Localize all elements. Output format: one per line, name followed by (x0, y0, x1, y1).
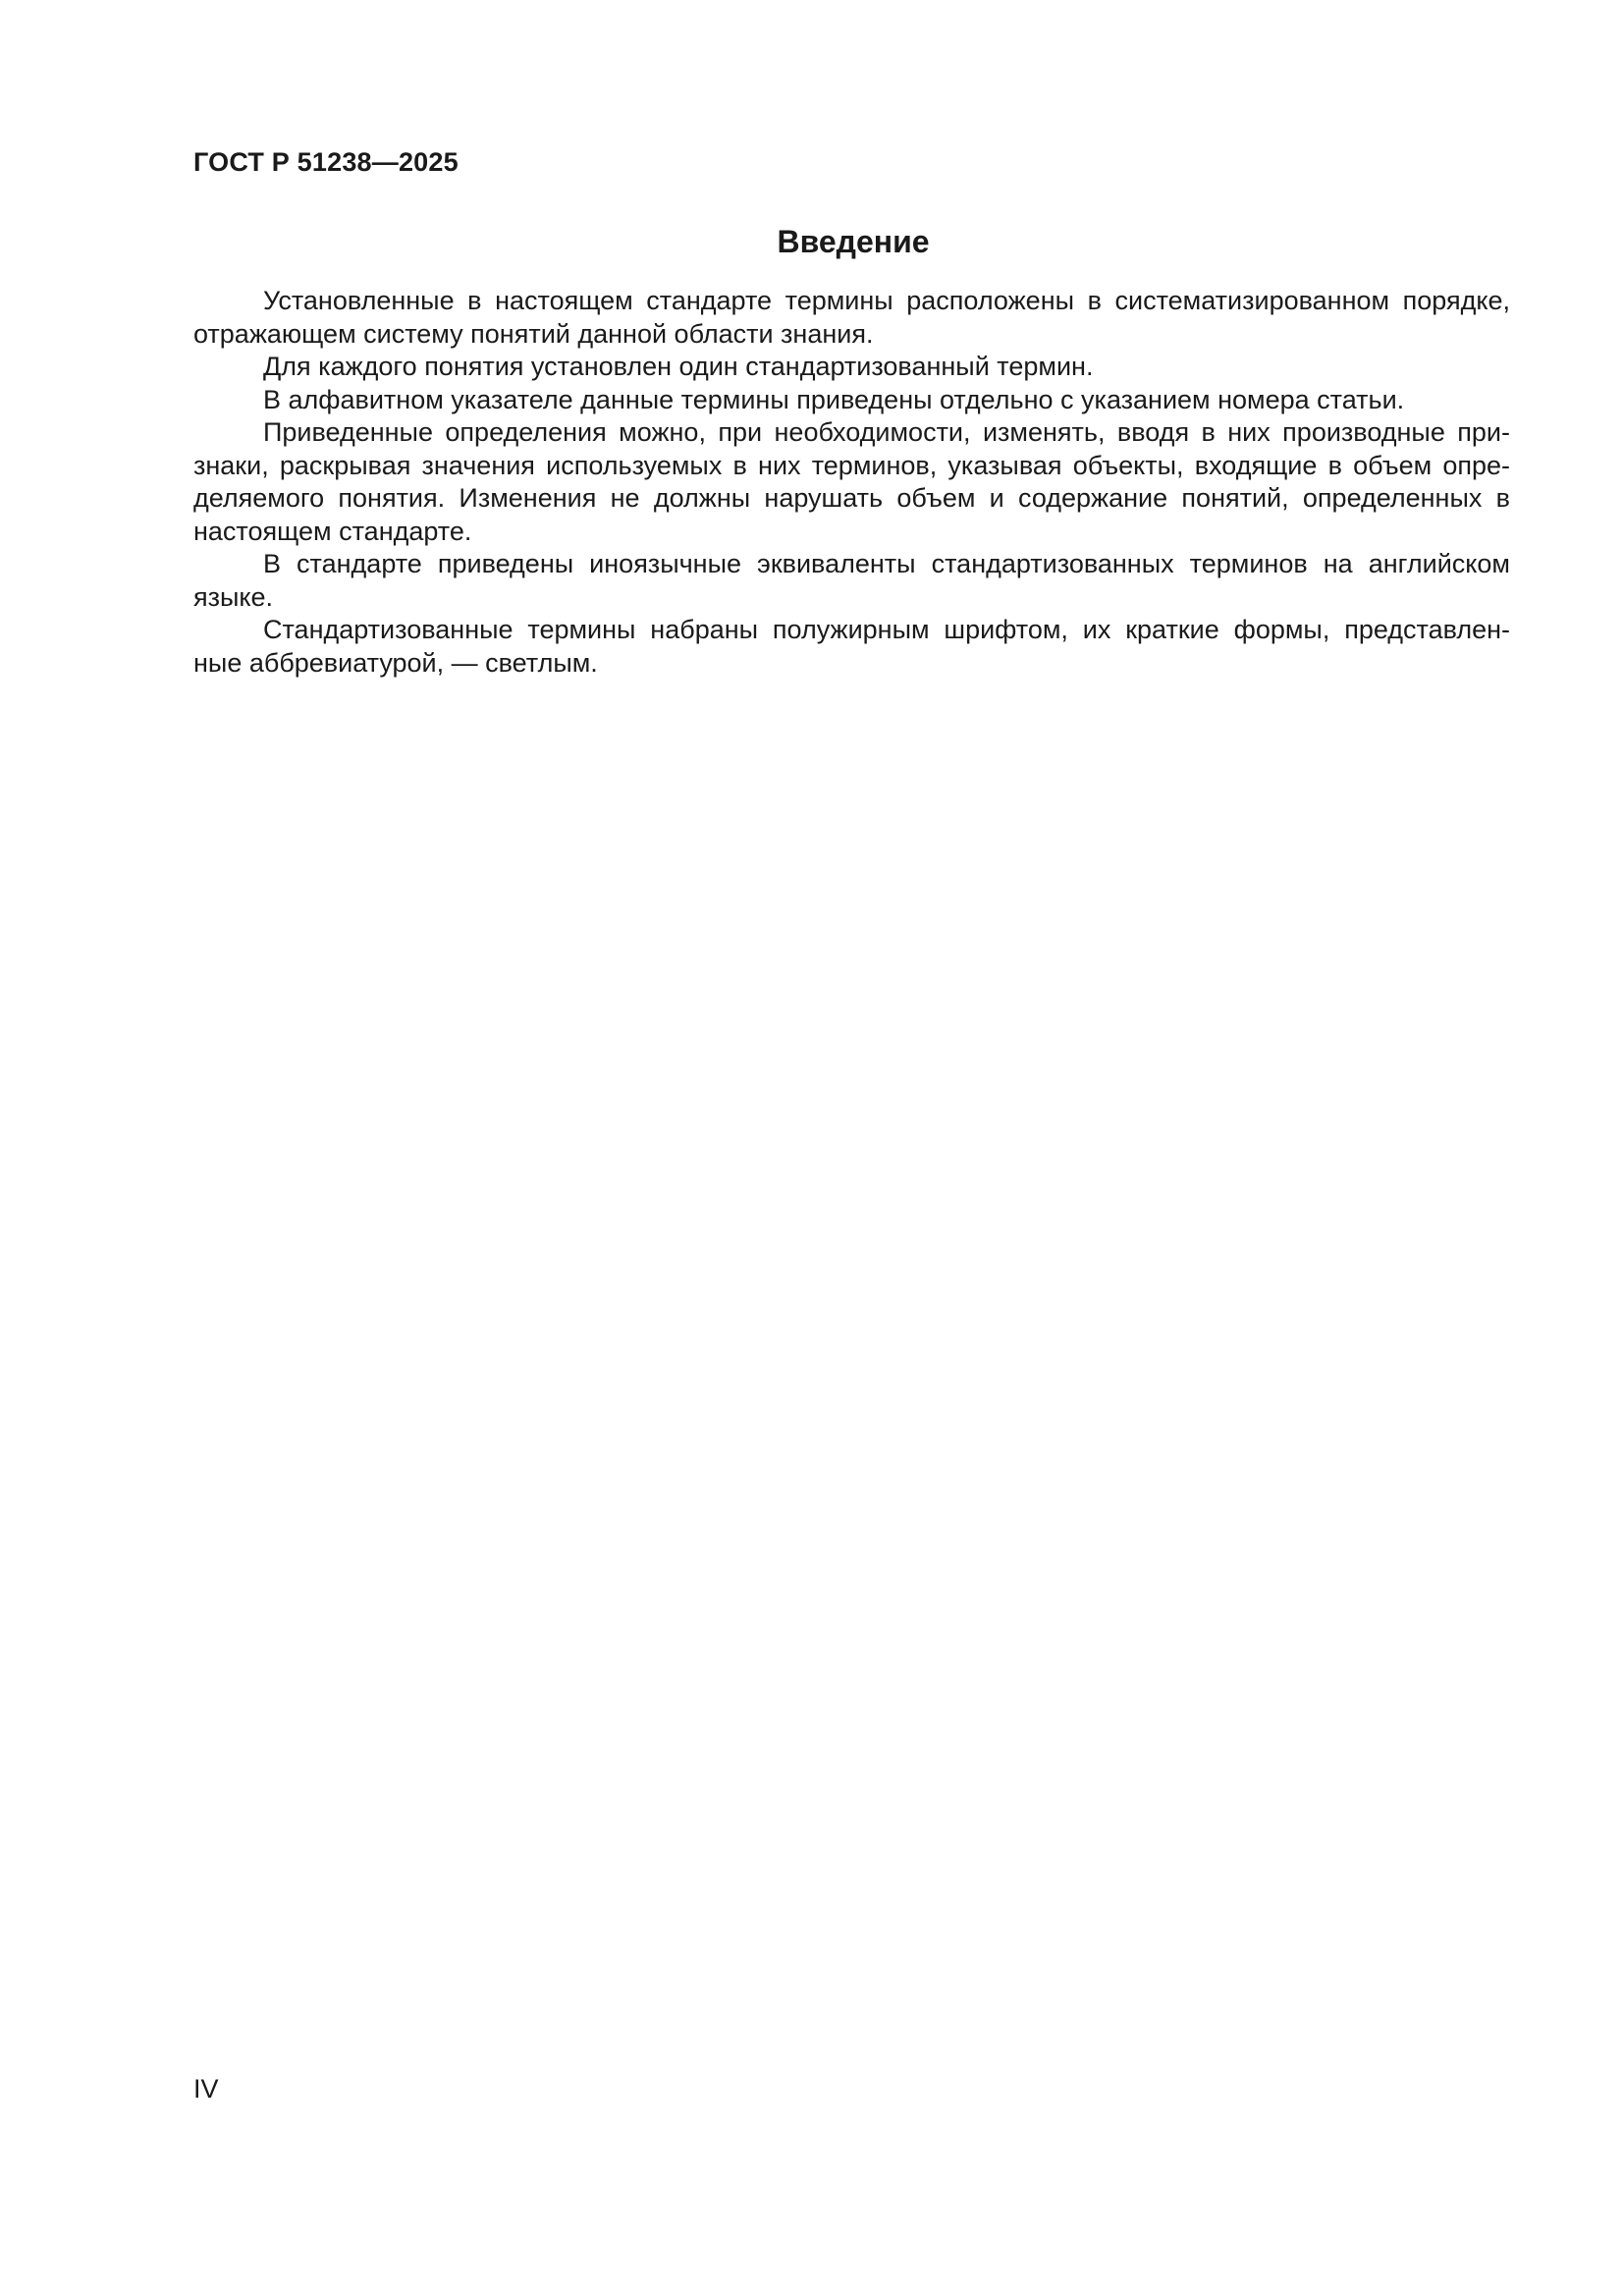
paragraph-line: В алфавитном указателе данные термины приведены отдельно с указанием номера статьи. (263, 384, 1405, 414)
paragraph-line: деляемого понятия. Изменения не должны нарушать объем и содержание понятий, определенных в (193, 483, 1510, 513)
paragraph-line: языке. (193, 581, 274, 612)
paragraph-line: ные аббревиатурой, — светлым. (193, 647, 598, 678)
document-body (193, 285, 1510, 680)
paragraph-3 (193, 384, 1510, 417)
paragraph-line: отражающем систему понятий данной области знания. (193, 318, 874, 349)
paragraph-line: Для каждого понятия установлен один стандартизованный термин. (263, 352, 1094, 381)
paragraph-2 (193, 351, 1510, 384)
paragraph-line: настоящем стандарте. (193, 516, 472, 546)
paragraph-line: знаки, раскрывая значения используемых в них терминов, указывая объекты, входящие в объем опре- (193, 450, 1510, 480)
paragraph-line: Установленные в настоящем стандарте термины расположены в систематизированном порядке, (263, 286, 1510, 315)
paragraph-5 (193, 548, 1510, 614)
paragraph-6 (193, 614, 1510, 680)
page-number: IV (193, 2074, 219, 2104)
paragraph-4 (193, 416, 1510, 548)
paragraph-line: В стандарте приведены иноязычные эквиваленты стандартизованных терминов на английском (263, 549, 1510, 578)
section-title: Введение (777, 224, 930, 259)
paragraph-line: Стандартизованные термины набраны полужирным шрифтом, их краткие формы, представлен- (263, 615, 1510, 644)
paragraph-1 (193, 285, 1510, 351)
document-code: ГОСТ Р 51238—2025 (193, 147, 459, 177)
paragraph-line: Приведенные определения можно, при необходимости, изменять, вводя в них производные при- (263, 417, 1510, 447)
